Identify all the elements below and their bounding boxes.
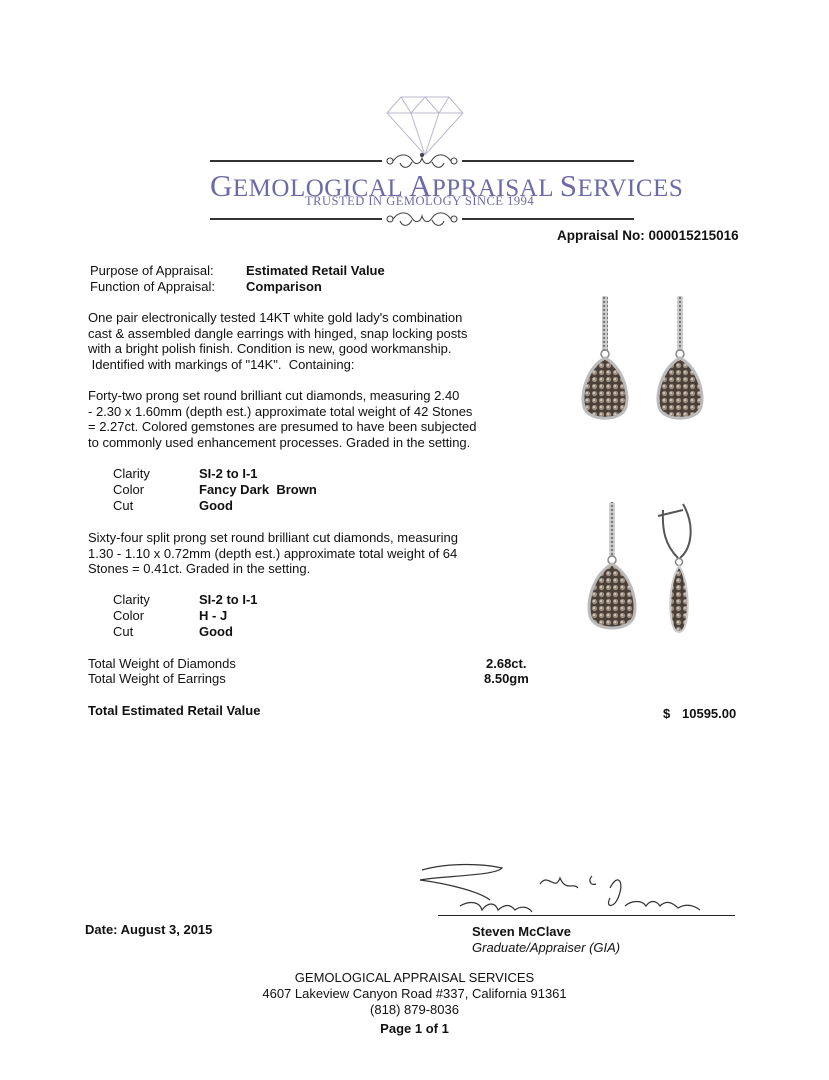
total-diamonds-value: 2.68ct.	[486, 656, 527, 671]
logo-top-rule-left	[210, 160, 382, 162]
footer-company: GEMOLOGICAL APPRAISAL SERVICES	[294, 970, 535, 985]
earrings-side-photo	[570, 500, 730, 650]
signature-scribble	[410, 862, 740, 922]
purpose-value: Estimated Retail Value	[246, 263, 385, 278]
stone-group-2-description: Sixty-four split prong set round brilliant cut diamonds, measuring 1.30 - 1.10 x 0.72mm (depth est.) approximate total weight of 64 Stones = 0.41ct. Graded in the setting.	[88, 530, 458, 576]
total-earrings-label: Total Weight of Earrings	[88, 671, 226, 686]
earrings-front-photo	[570, 292, 730, 427]
earring-right	[658, 296, 702, 418]
logo-bottom-rule-right	[462, 218, 634, 220]
total-diamonds-label: Total Weight of Diamonds	[88, 656, 236, 671]
earring-side-view	[658, 504, 691, 632]
earring-left	[583, 296, 627, 418]
logo-bottom-rule-left	[210, 218, 382, 220]
total-retail-value: 10595.00	[682, 706, 737, 721]
company-tagline: TRUSTED IN GEMOLOGY SINCE 1994	[305, 194, 535, 208]
stone-group-2-grades: Clarity SI-2 to I-1 Color H - J Cut Good	[113, 592, 258, 639]
company-name: GEMOLOGICAL APPRAISAL SERVICES	[210, 168, 684, 203]
appraisal-date: Date: August 3, 2015	[85, 922, 213, 937]
signature-line	[438, 915, 735, 916]
purpose-label: Purpose of Appraisal:	[90, 263, 214, 278]
item-description: One pair electronically tested 14KT white gold lady's combination cast & assembled dangle earrings with hinged, snap locking posts with a bright polish finish. Condition is new, good workmanship. Identified with markings of "14K". Containing:	[88, 310, 468, 372]
total-retail-currency: $	[663, 706, 671, 721]
function-value: Comparison	[246, 279, 322, 294]
logo	[0, 0, 829, 230]
appraisal-number-value: 000015215016	[648, 228, 739, 243]
total-earrings-value: 8.50gm	[484, 671, 529, 686]
stone-group-1-grades: Clarity SI-2 to I-1 Color Fancy Dark Brown Cut Good	[113, 466, 317, 513]
appraiser-name: Steven McClave	[472, 924, 571, 939]
appraisal-number-label: Appraisal No:	[557, 228, 645, 243]
earring-front-view	[589, 502, 635, 628]
appraisal-number	[557, 228, 739, 244]
function-label: Function of Appraisal:	[90, 279, 216, 294]
diamond-icon	[385, 95, 465, 157]
page-number: Page 1 of 1	[380, 1021, 449, 1036]
scroll-ornament-icon	[382, 208, 462, 230]
appraiser-title: Graduate/Appraiser (GIA)	[472, 940, 621, 955]
logo-top-rule-right	[462, 160, 634, 162]
footer-address: 4607 Lakeview Canyon Road #337, California 91361	[262, 986, 567, 1001]
footer-phone: (818) 879-8036	[370, 1002, 459, 1017]
total-retail-label: Total Estimated Retail Value	[88, 703, 261, 718]
stone-group-1-description: Forty-two prong set round brilliant cut diamonds, measuring 2.40 - 2.30 x 1.60mm (depth est.) approximate total weight of 42 Stones = 2.27ct. Colored gemstones are presumed to have been subjected to commonly used enhancement processes. Graded in the setting.	[88, 388, 477, 450]
